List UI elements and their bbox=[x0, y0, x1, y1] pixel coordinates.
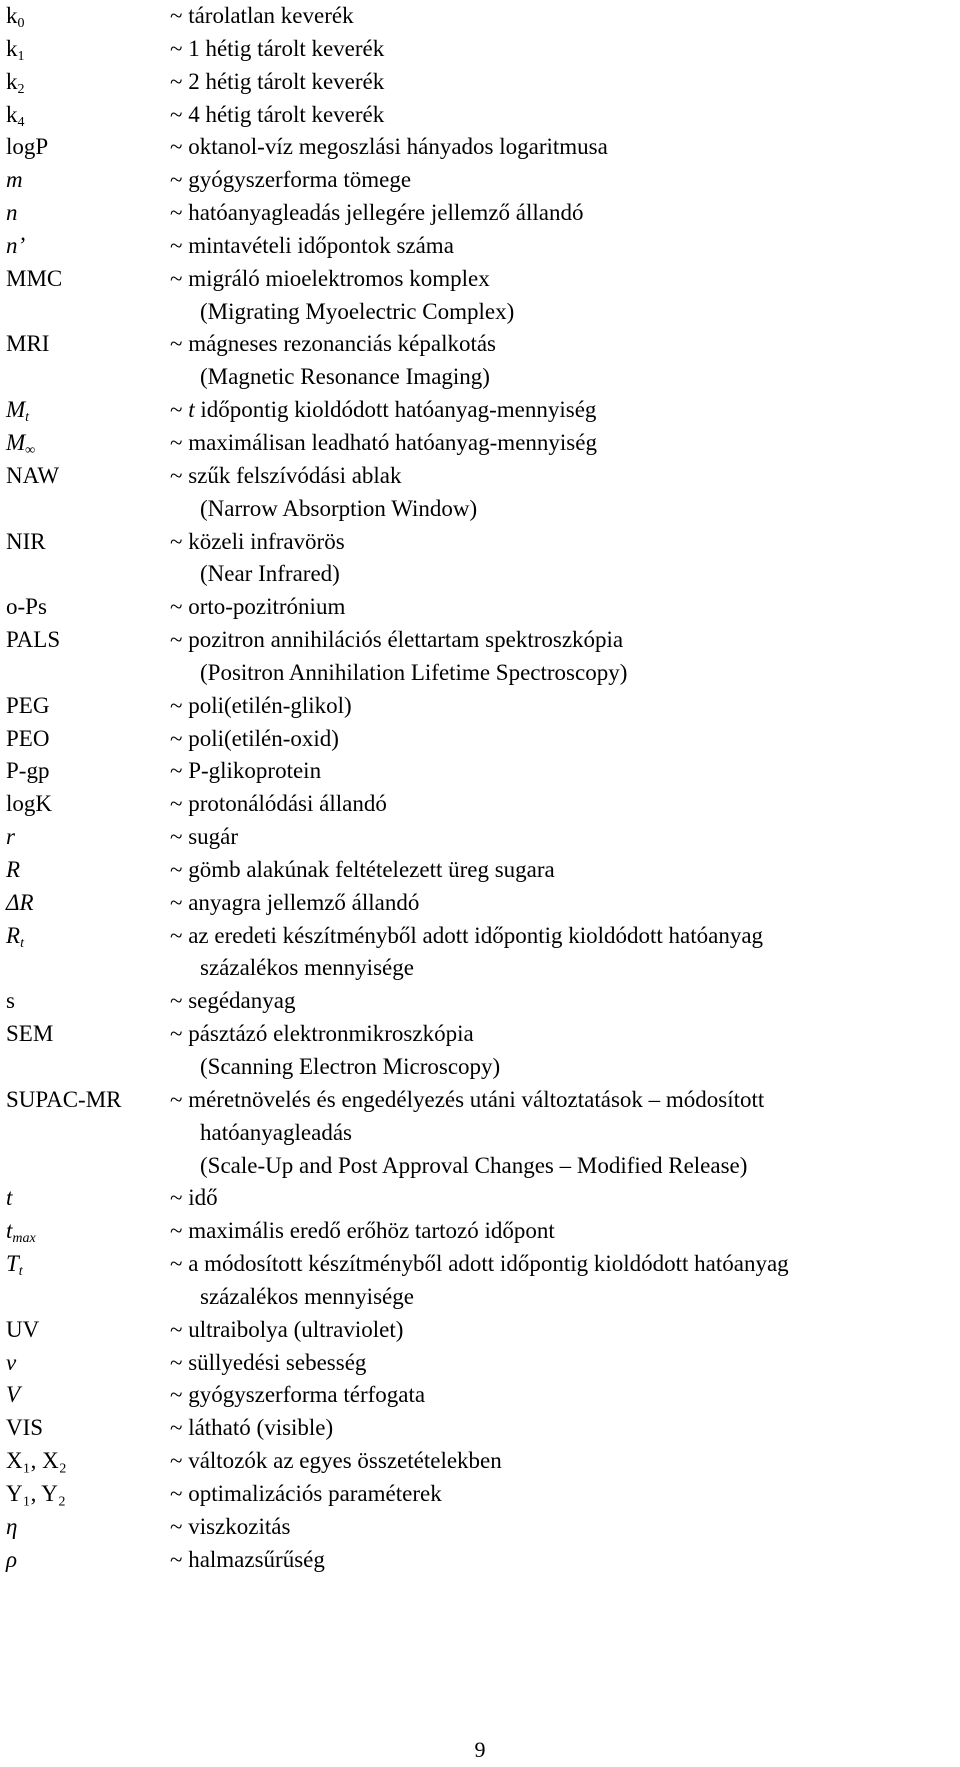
abbreviation-definition: ~ idő bbox=[170, 1185, 218, 1211]
entry-line bbox=[6, 0, 956, 33]
entry-line bbox=[6, 690, 956, 723]
symbol-base: o-Ps bbox=[6, 594, 47, 620]
entry-continuation-line bbox=[6, 657, 956, 690]
abbreviation-entry bbox=[6, 1018, 956, 1084]
abbreviation-symbol bbox=[6, 1511, 17, 1544]
abbreviation-definition: ~ anyagra jellemző állandó bbox=[170, 889, 420, 915]
abbreviation-definition: ~ hatóanyagleadás jellegére jellemző állandó bbox=[170, 200, 584, 226]
symbol-base: k bbox=[6, 101, 18, 127]
abbreviation-entry bbox=[6, 1084, 956, 1183]
abbreviation-definition: ~ P-glikoprotein bbox=[170, 758, 322, 784]
abbreviation-entry bbox=[6, 788, 956, 821]
entry-line bbox=[6, 755, 956, 788]
symbol-base: Y₁, Y₂ bbox=[6, 1480, 66, 1506]
abbreviation-symbol bbox=[6, 526, 46, 559]
abbreviation-definition: ~ az eredeti készítményből adott időpontig kioldódott hatóanyag bbox=[170, 922, 764, 948]
entry-continuation-line bbox=[6, 493, 956, 526]
symbol-base: SEM bbox=[6, 1021, 54, 1047]
abbreviation-entry bbox=[6, 755, 956, 788]
abbreviation-symbol bbox=[6, 1182, 12, 1215]
entry-line bbox=[6, 33, 956, 66]
symbol-base: t bbox=[6, 1218, 13, 1244]
abbreviation-entry bbox=[6, 526, 956, 592]
abbreviation-entry bbox=[6, 0, 956, 33]
abbreviation-definition: ~ 1 hétig tárolt keverék bbox=[170, 35, 385, 61]
symbol-subscript: 4 bbox=[17, 114, 25, 130]
symbol-base: VIS bbox=[6, 1415, 44, 1441]
symbol-base: n bbox=[6, 200, 18, 226]
entry-line bbox=[6, 526, 956, 559]
symbol-base: V bbox=[6, 1382, 21, 1408]
abbreviation-definition: ~ ultraibolya (ultraviolet) bbox=[170, 1316, 404, 1342]
abbreviation-symbol bbox=[6, 1215, 36, 1248]
entry-line bbox=[6, 854, 956, 887]
symbol-base: n’ bbox=[6, 232, 26, 258]
abbreviation-entry bbox=[6, 230, 956, 263]
entry-continuation-line bbox=[6, 1051, 956, 1084]
symbol-base: r bbox=[6, 824, 15, 850]
abbreviation-symbol bbox=[6, 821, 15, 854]
symbol-subscript: max bbox=[12, 1231, 36, 1247]
abbreviation-definition: (Positron Annihilation Lifetime Spectroscopy) bbox=[200, 659, 628, 685]
abbreviation-definition: ~ sugár bbox=[170, 824, 239, 850]
abbreviation-symbol bbox=[6, 755, 49, 788]
abbreviation-entry bbox=[6, 821, 956, 854]
entry-line bbox=[6, 1018, 956, 1051]
entry-continuation-line bbox=[6, 558, 956, 591]
symbol-base: R bbox=[6, 856, 21, 882]
entry-line bbox=[6, 624, 956, 657]
abbreviation-symbol bbox=[6, 690, 49, 723]
abbreviation-entry bbox=[6, 164, 956, 197]
abbreviation-entry bbox=[6, 1478, 956, 1511]
entry-continuation-line bbox=[6, 952, 956, 985]
symbol-base: P-gp bbox=[6, 758, 50, 784]
entry-line bbox=[6, 1248, 956, 1281]
abbreviation-symbol bbox=[6, 427, 35, 460]
abbreviation-symbol bbox=[6, 131, 48, 164]
abbreviation-symbol bbox=[6, 985, 15, 1018]
abbreviation-definition: (Scale-Up and Post Approval Changes – Modified Release) bbox=[200, 1152, 748, 1178]
symbol-base: M bbox=[6, 397, 26, 423]
entry-line bbox=[6, 1445, 956, 1478]
entry-line bbox=[6, 1347, 956, 1380]
abbreviation-definition: ~ változók az egyes összetételekben bbox=[170, 1448, 502, 1474]
abbreviation-definition: hatóanyagleadás bbox=[200, 1119, 352, 1145]
abbreviation-entry bbox=[6, 854, 956, 887]
symbol-subscript: t bbox=[20, 935, 24, 951]
entry-continuation-line bbox=[6, 1281, 956, 1314]
abbreviation-entry bbox=[6, 1544, 956, 1577]
abbreviation-definition: ~ 4 hétig tárolt keverék bbox=[170, 101, 385, 127]
abbreviation-definition: ~ 2 hétig tárolt keverék bbox=[170, 68, 385, 94]
abbreviation-definition: ~ orto-pozitrónium bbox=[170, 594, 346, 620]
entry-line bbox=[6, 591, 956, 624]
abbreviation-symbol bbox=[6, 0, 25, 33]
symbol-base: MRI bbox=[6, 331, 50, 357]
entry-line bbox=[6, 1379, 956, 1412]
abbreviation-definition: ~ tárolatlan keverék bbox=[170, 3, 354, 28]
entry-line bbox=[6, 1314, 956, 1347]
abbreviation-entry bbox=[6, 1511, 956, 1544]
symbol-base: T bbox=[6, 1251, 19, 1277]
entry-continuation-line bbox=[6, 296, 956, 329]
symbol-base: k bbox=[6, 3, 18, 28]
symbol-base: X₁, X₂ bbox=[6, 1448, 67, 1474]
abbreviation-entry bbox=[6, 99, 956, 132]
abbreviation-symbol bbox=[6, 1314, 39, 1347]
abbreviation-definition: (Scanning Electron Microscopy) bbox=[200, 1054, 501, 1079]
symbol-base: η bbox=[6, 1513, 18, 1539]
entry-line bbox=[6, 723, 956, 756]
symbol-base: NAW bbox=[6, 462, 60, 488]
symbol-base: SUPAC-MR bbox=[6, 1086, 122, 1112]
symbol-base: t bbox=[6, 1185, 13, 1211]
abbreviation-symbol bbox=[6, 460, 59, 493]
abbreviation-definition: (Migrating Myoelectric Complex) bbox=[200, 298, 515, 324]
abbreviation-definition: ~ közeli infravörös bbox=[170, 528, 345, 554]
symbol-base: PEG bbox=[6, 692, 50, 718]
abbreviation-definition: ~ gyógyszerforma térfogata bbox=[170, 1382, 426, 1408]
symbol-base: MMC bbox=[6, 265, 63, 291]
symbol-base: s bbox=[6, 988, 15, 1014]
abbreviation-entry bbox=[6, 427, 956, 460]
abbreviation-symbol bbox=[6, 263, 62, 296]
abbreviation-entry bbox=[6, 33, 956, 66]
abbreviation-definition: ~ segédanyag bbox=[170, 988, 296, 1014]
symbol-subscript: 1 bbox=[17, 48, 25, 64]
entry-line bbox=[6, 1215, 956, 1248]
abbreviation-symbol bbox=[6, 887, 34, 920]
abbreviation-entry bbox=[6, 920, 956, 986]
symbol-base: UV bbox=[6, 1316, 40, 1342]
entry-continuation-line bbox=[6, 1117, 956, 1150]
symbol-base: ρ bbox=[6, 1546, 18, 1572]
abbreviation-entry bbox=[6, 1215, 956, 1248]
abbreviation-definition: ~ méretnövelés és engedélyezés utáni változtatások – módosított bbox=[170, 1086, 765, 1112]
entry-line bbox=[6, 1084, 956, 1117]
symbol-subscript: t bbox=[18, 1264, 23, 1280]
page-number: 9 bbox=[474, 1737, 486, 1762]
abbreviation-symbol bbox=[6, 854, 20, 887]
abbreviation-symbol bbox=[6, 591, 47, 624]
symbol-base: m bbox=[6, 167, 23, 193]
abbreviation-entry bbox=[6, 1314, 956, 1347]
abbreviation-definition: ~ viszkozitás bbox=[170, 1513, 291, 1539]
abbreviation-entry bbox=[6, 394, 956, 427]
abbreviation-symbol bbox=[6, 1445, 67, 1478]
abbreviation-symbol bbox=[6, 230, 25, 263]
abbreviation-symbol bbox=[6, 1248, 23, 1281]
abbreviation-list bbox=[6, 0, 956, 1577]
abbreviation-definition: százalékos mennyisége bbox=[200, 955, 414, 981]
symbol-base: NIR bbox=[6, 528, 46, 554]
symbol-base: k bbox=[6, 35, 18, 61]
abbreviation-symbol bbox=[6, 1379, 20, 1412]
abbreviation-definition: ~ maximálisan leadható hatóanyag-mennyiség bbox=[170, 429, 597, 455]
entry-line bbox=[6, 1478, 956, 1511]
entry-line bbox=[6, 821, 956, 854]
abbreviation-definition: ~ pásztázó elektronmikroszkópia bbox=[170, 1021, 474, 1047]
abbreviation-symbol bbox=[6, 66, 25, 99]
symbol-base: M bbox=[6, 429, 26, 455]
entry-line bbox=[6, 263, 956, 296]
abbreviation-entry bbox=[6, 263, 956, 329]
symbol-subscript: t bbox=[25, 410, 30, 426]
entry-continuation-line bbox=[6, 1150, 956, 1183]
abbreviation-entry bbox=[6, 328, 956, 394]
symbol-base: PEO bbox=[6, 725, 50, 751]
abbreviation-definition: ~ t időpontig kioldódott hatóanyag-mennyiség bbox=[170, 397, 597, 423]
symbol-base: R bbox=[6, 922, 21, 948]
abbreviation-symbol bbox=[6, 723, 49, 756]
abbreviation-definition: ~ halmazsűrűség bbox=[170, 1546, 325, 1572]
entry-line bbox=[6, 66, 956, 99]
entry-line bbox=[6, 197, 956, 230]
abbreviation-symbol bbox=[6, 1544, 17, 1577]
abbreviation-definition: ~ protonálódási állandó bbox=[170, 791, 387, 817]
abbreviation-entry bbox=[6, 66, 956, 99]
entry-continuation-line bbox=[6, 361, 956, 394]
abbreviation-definition: ~ gömb alakúnak feltételezett üreg sugara bbox=[170, 856, 555, 882]
abbreviation-symbol bbox=[6, 1084, 121, 1117]
abbreviation-symbol bbox=[6, 328, 49, 361]
abbreviation-symbol bbox=[6, 788, 52, 821]
entry-line bbox=[6, 230, 956, 263]
abbreviation-symbol bbox=[6, 99, 25, 132]
abbreviation-entry bbox=[6, 985, 956, 1018]
abbreviation-definition: ~ optimalizációs paraméterek bbox=[170, 1480, 442, 1506]
abbreviation-symbol bbox=[6, 1478, 66, 1511]
abbreviation-symbol bbox=[6, 33, 25, 66]
entry-line bbox=[6, 1544, 956, 1577]
symbol-base: v bbox=[6, 1349, 17, 1375]
abbreviation-symbol bbox=[6, 1018, 53, 1051]
abbreviation-entry bbox=[6, 690, 956, 723]
abbreviation-definition: ~ gyógyszerforma tömege bbox=[170, 167, 412, 193]
abbreviation-definition: ~ oktanol-víz megoszlási hányados logaritmusa bbox=[170, 134, 608, 160]
abbreviation-entry bbox=[6, 197, 956, 230]
abbreviation-entry bbox=[6, 723, 956, 756]
abbreviation-definition: ~ mintavételi időpontok száma bbox=[170, 232, 454, 258]
entry-line bbox=[6, 131, 956, 164]
symbol-base: k bbox=[6, 68, 18, 94]
entry-line bbox=[6, 1412, 956, 1445]
entry-line bbox=[6, 460, 956, 493]
abbreviation-symbol bbox=[6, 197, 18, 230]
abbreviation-symbol bbox=[6, 1412, 43, 1445]
symbol-subscript: 0 bbox=[17, 16, 25, 31]
abbreviation-entry bbox=[6, 1445, 956, 1478]
abbreviation-entry bbox=[6, 624, 956, 690]
abbreviation-entry bbox=[6, 1347, 956, 1380]
entry-line bbox=[6, 788, 956, 821]
symbol-base: PALS bbox=[6, 627, 61, 653]
abbreviation-symbol bbox=[6, 920, 24, 953]
abbreviation-definition: ~ migráló mioelektromos komplex bbox=[170, 265, 490, 291]
abbreviation-definition: ~ poli(etilén-glikol) bbox=[170, 692, 352, 718]
abbreviation-definition: ~ szűk felszívódási ablak bbox=[170, 462, 402, 488]
abbreviation-symbol bbox=[6, 1347, 16, 1380]
symbol-base: ΔR bbox=[6, 889, 34, 915]
abbreviation-symbol bbox=[6, 394, 29, 427]
entry-line bbox=[6, 99, 956, 132]
abbreviation-entry bbox=[6, 460, 956, 526]
entry-line bbox=[6, 1511, 956, 1544]
entry-line bbox=[6, 887, 956, 920]
entry-line bbox=[6, 985, 956, 1018]
abbreviation-definition: ~ látható (visible) bbox=[170, 1415, 334, 1441]
abbreviation-definition: ~ süllyedési sebesség bbox=[170, 1349, 367, 1375]
abbreviation-definition: ~ poli(etilén-oxid) bbox=[170, 725, 339, 751]
abbreviation-entry bbox=[6, 1248, 956, 1314]
entry-line bbox=[6, 164, 956, 197]
abbreviation-entry bbox=[6, 1412, 956, 1445]
abbreviation-definition: ~ mágneses rezonanciás képalkotás bbox=[170, 331, 497, 357]
abbreviation-entry bbox=[6, 1379, 956, 1412]
entry-line bbox=[6, 394, 956, 427]
abbreviation-definition: (Near Infrared) bbox=[200, 561, 340, 587]
symbol-subscript: ∞ bbox=[25, 442, 36, 458]
entry-line bbox=[6, 920, 956, 953]
abbreviation-symbol bbox=[6, 624, 60, 657]
abbreviation-entry bbox=[6, 1182, 956, 1215]
abbreviation-definition: ~ a módosított készítményből adott időpontig kioldódott hatóanyag bbox=[170, 1251, 789, 1277]
symbol-base: logP bbox=[6, 134, 49, 160]
abbreviation-symbol bbox=[6, 164, 23, 197]
symbol-subscript: 2 bbox=[17, 81, 25, 97]
abbreviation-entry bbox=[6, 131, 956, 164]
abbreviation-entry bbox=[6, 887, 956, 920]
entry-line bbox=[6, 328, 956, 361]
abbreviation-definition: ~ pozitron annihilációs élettartam spektroszkópia bbox=[170, 627, 624, 653]
symbol-base: logK bbox=[6, 791, 52, 817]
abbreviation-entry bbox=[6, 591, 956, 624]
abbreviation-definition: százalékos mennyisége bbox=[200, 1283, 414, 1309]
abbreviation-definition: ~ maximális eredő erőhöz tartozó időpont bbox=[170, 1218, 555, 1244]
abbreviation-definition: (Narrow Absorption Window) bbox=[200, 495, 478, 521]
entry-line bbox=[6, 1182, 956, 1215]
abbreviation-definition: (Magnetic Resonance Imaging) bbox=[200, 364, 490, 390]
entry-line bbox=[6, 427, 956, 460]
